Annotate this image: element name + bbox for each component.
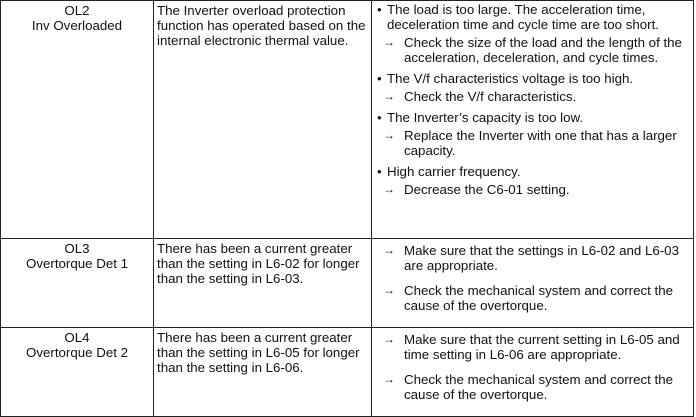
cause-cell: [154, 1, 372, 239]
arrow-icon: →: [383, 332, 395, 346]
cause-bullet: [377, 2, 691, 32]
corrective-action: [377, 35, 691, 65]
fault-code: OL3: [64, 241, 90, 256]
action-text: Check the size of the load and the length of the acceleration, deceleration, and cycle times.: [404, 35, 682, 65]
action-text: Make sure that the settings in L6-02 and L6-03 are appropriate.: [404, 243, 679, 273]
bullet-icon: •: [377, 110, 382, 125]
fault-code-cell: [1, 328, 154, 417]
table-row: [1, 1, 694, 239]
cause-cell: [154, 239, 372, 328]
bullet-icon: •: [377, 164, 382, 179]
action-text: Make sure that the current setting in L6-05 and time setting in L6-06 are appropriate.: [404, 332, 680, 362]
cause-text: The Inverter overload protection function has operated based on the internal electronic thermal value.: [157, 3, 366, 48]
corrective-action: [377, 332, 691, 362]
action-text: Check the mechanical system and correct the cause of the overtorque.: [404, 283, 674, 313]
corrective-action: [377, 128, 691, 158]
cause-bullet: [377, 71, 691, 86]
arrow-icon: →: [383, 182, 395, 196]
cause-bullet: [377, 164, 691, 179]
arrow-icon: →: [383, 372, 395, 386]
bullet-text: High carrier frequency.: [387, 164, 521, 179]
fault-name: Overtorque Det 2: [26, 345, 128, 360]
action-cell: [372, 1, 694, 239]
bullet-text: The load is too large. The acceleration time, deceleration time and cycle time are too short.: [387, 2, 659, 32]
table-row: [1, 328, 694, 417]
action-cell: [372, 239, 694, 328]
bullet-icon: •: [377, 2, 382, 17]
action-text: Decrease the C6-01 setting.: [404, 182, 570, 197]
corrective-action: [377, 89, 691, 104]
fault-name: Overtorque Det 1: [26, 256, 128, 271]
action-text: Check the mechanical system and correct the cause of the overtorque.: [404, 372, 674, 402]
fault-code: OL4: [64, 330, 90, 345]
corrective-action: [377, 243, 691, 273]
arrow-icon: →: [383, 89, 395, 103]
arrow-icon: →: [383, 243, 395, 257]
cause-text: There has been a current greater than the setting in L6-05 for longer than the setting in L6-06.: [157, 330, 360, 375]
arrow-icon: →: [383, 35, 395, 49]
cause-bullet: [377, 110, 691, 125]
corrective-action: [377, 283, 691, 313]
bullet-icon: •: [377, 71, 382, 86]
arrow-icon: →: [383, 283, 395, 297]
fault-code-cell: [1, 1, 154, 239]
fault-name: Inv Overloaded: [31, 18, 123, 33]
action-text: Check the V/f characteristics.: [404, 89, 577, 104]
table-row: [1, 239, 694, 328]
fault-code-cell: [1, 239, 154, 328]
corrective-action: [377, 182, 691, 197]
action-cell: [372, 328, 694, 417]
corrective-action: [377, 372, 691, 402]
cause-text: There has been a current greater than the setting in L6-02 for longer than the setting in L6-03.: [157, 241, 360, 286]
action-text: Replace the Inverter with one that has a larger capacity.: [404, 128, 677, 158]
cause-cell: [154, 328, 372, 417]
bullet-text: The V/f characteristics voltage is too high.: [387, 71, 634, 86]
bullet-text: The Inverter’s capacity is too low.: [387, 110, 584, 125]
arrow-icon: →: [383, 128, 395, 142]
fault-code: OL2: [64, 3, 90, 18]
